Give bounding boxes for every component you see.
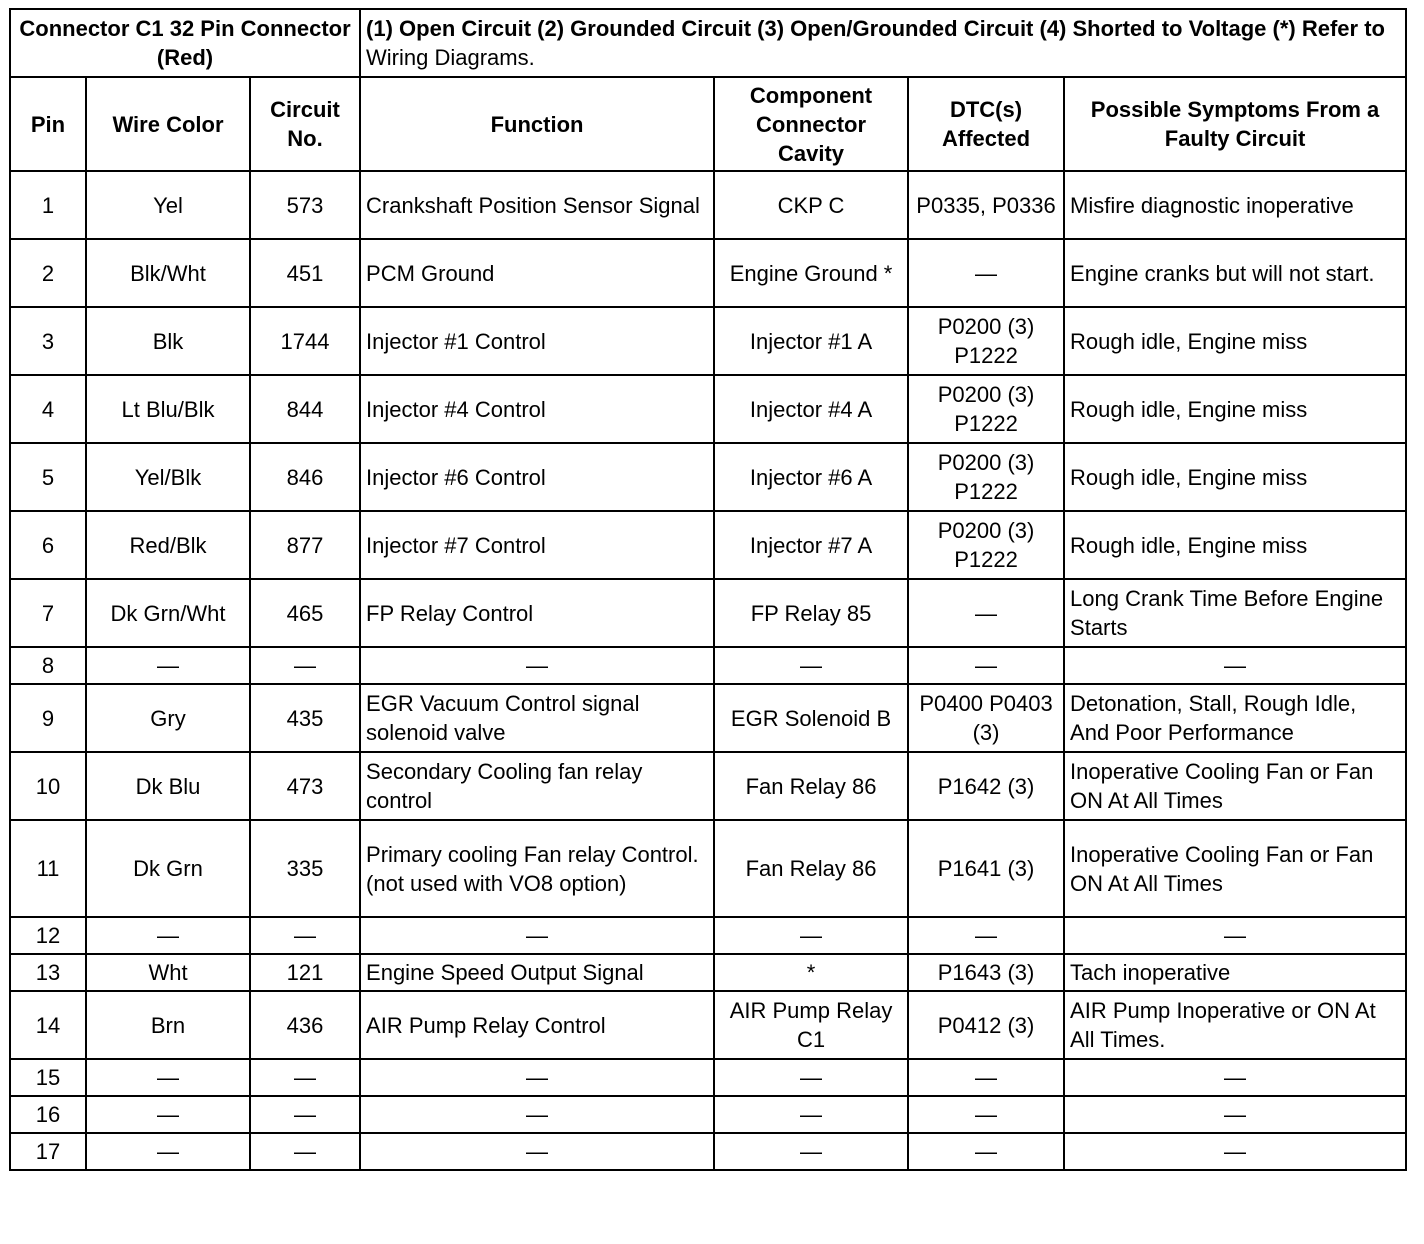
pin-cell: 2 bbox=[10, 239, 86, 307]
symptom-cell: — bbox=[1064, 1096, 1406, 1133]
circuit-cell: 121 bbox=[250, 954, 360, 991]
connector-pinout-table bbox=[9, 8, 1407, 1171]
cavity-cell: Injector #7 A bbox=[714, 511, 908, 579]
cavity-cell: — bbox=[714, 917, 908, 954]
pin-cell: 3 bbox=[10, 307, 86, 375]
wire-color-cell: Gry bbox=[86, 684, 250, 752]
table-row bbox=[10, 647, 1406, 684]
table-row bbox=[10, 375, 1406, 443]
dtc-cell: — bbox=[908, 917, 1064, 954]
table-row bbox=[10, 579, 1406, 647]
pin-cell: 17 bbox=[10, 1133, 86, 1170]
header-component-cavity: Component Connector Cavity bbox=[714, 77, 908, 171]
table-row bbox=[10, 1133, 1406, 1170]
pin-cell: 14 bbox=[10, 991, 86, 1059]
dtc-cell: P1641 (3) bbox=[908, 820, 1064, 917]
function-cell: Injector #1 Control bbox=[360, 307, 714, 375]
function-cell: PCM Ground bbox=[360, 239, 714, 307]
circuit-cell: 435 bbox=[250, 684, 360, 752]
cavity-cell: FP Relay 85 bbox=[714, 579, 908, 647]
table-row bbox=[10, 1059, 1406, 1096]
wire-color-cell: Dk Grn/Wht bbox=[86, 579, 250, 647]
circuit-cell: — bbox=[250, 1059, 360, 1096]
wire-color-cell: Yel bbox=[86, 171, 250, 239]
table-title-row bbox=[10, 9, 1406, 77]
symptom-cell: Rough idle, Engine miss bbox=[1064, 443, 1406, 511]
header-dtc: DTC(s) Affected bbox=[908, 77, 1064, 171]
table-row bbox=[10, 991, 1406, 1059]
symptom-cell: Inoperative Cooling Fan or Fan ON At All Times bbox=[1064, 820, 1406, 917]
header-function: Function bbox=[360, 77, 714, 171]
cavity-cell: EGR Solenoid B bbox=[714, 684, 908, 752]
function-cell: Injector #4 Control bbox=[360, 375, 714, 443]
table-row bbox=[10, 511, 1406, 579]
cavity-cell: Engine Ground * bbox=[714, 239, 908, 307]
function-cell: Injector #7 Control bbox=[360, 511, 714, 579]
cavity-cell: Injector #1 A bbox=[714, 307, 908, 375]
table-row bbox=[10, 752, 1406, 820]
table-row bbox=[10, 917, 1406, 954]
dtc-cell: P0412 (3) bbox=[908, 991, 1064, 1059]
symptom-cell: Long Crank Time Before Engine Starts bbox=[1064, 579, 1406, 647]
circuit-cell: 335 bbox=[250, 820, 360, 917]
cavity-cell: — bbox=[714, 1133, 908, 1170]
cavity-cell: Injector #6 A bbox=[714, 443, 908, 511]
function-cell: Injector #6 Control bbox=[360, 443, 714, 511]
circuit-legend bbox=[360, 9, 1406, 77]
function-cell: — bbox=[360, 1059, 714, 1096]
dtc-cell: — bbox=[908, 579, 1064, 647]
wire-color-cell: — bbox=[86, 1059, 250, 1096]
wire-color-cell: Dk Blu bbox=[86, 752, 250, 820]
circuit-cell: 1744 bbox=[250, 307, 360, 375]
circuit-cell: 465 bbox=[250, 579, 360, 647]
wire-color-cell: — bbox=[86, 1096, 250, 1133]
symptom-cell: Rough idle, Engine miss bbox=[1064, 511, 1406, 579]
function-cell: AIR Pump Relay Control bbox=[360, 991, 714, 1059]
pin-cell: 1 bbox=[10, 171, 86, 239]
dtc-cell: — bbox=[908, 1096, 1064, 1133]
dtc-cell: P0200 (3) P1222 bbox=[908, 375, 1064, 443]
table-row bbox=[10, 1096, 1406, 1133]
header-wire-color: Wire Color bbox=[86, 77, 250, 171]
pin-cell: 16 bbox=[10, 1096, 86, 1133]
header-pin: Pin bbox=[10, 77, 86, 171]
function-cell: Engine Speed Output Signal bbox=[360, 954, 714, 991]
circuit-cell: — bbox=[250, 917, 360, 954]
wire-color-cell: Red/Blk bbox=[86, 511, 250, 579]
function-cell: EGR Vacuum Control signal solenoid valve bbox=[360, 684, 714, 752]
symptom-cell: Inoperative Cooling Fan or Fan ON At All Times bbox=[1064, 752, 1406, 820]
symptom-cell: AIR Pump Inoperative or ON At All Times. bbox=[1064, 991, 1406, 1059]
pin-cell: 9 bbox=[10, 684, 86, 752]
wire-color-cell: Wht bbox=[86, 954, 250, 991]
symptom-cell: Tach inoperative bbox=[1064, 954, 1406, 991]
cavity-cell: CKP C bbox=[714, 171, 908, 239]
wire-color-cell: Blk/Wht bbox=[86, 239, 250, 307]
symptom-cell: Rough idle, Engine miss bbox=[1064, 375, 1406, 443]
dtc-cell: P0200 (3) P1222 bbox=[908, 511, 1064, 579]
circuit-cell: 473 bbox=[250, 752, 360, 820]
symptom-cell: — bbox=[1064, 647, 1406, 684]
pin-cell: 13 bbox=[10, 954, 86, 991]
symptom-cell: Detonation, Stall, Rough Idle, And Poor Performance bbox=[1064, 684, 1406, 752]
symptom-cell: Engine cranks but will not start. bbox=[1064, 239, 1406, 307]
function-cell: — bbox=[360, 647, 714, 684]
function-cell: Secondary Cooling fan relay control bbox=[360, 752, 714, 820]
cavity-cell: Fan Relay 86 bbox=[714, 752, 908, 820]
pin-cell: 7 bbox=[10, 579, 86, 647]
table-row bbox=[10, 820, 1406, 917]
function-cell: Crankshaft Position Sensor Signal bbox=[360, 171, 714, 239]
function-cell: — bbox=[360, 917, 714, 954]
table-row bbox=[10, 171, 1406, 239]
dtc-cell: — bbox=[908, 647, 1064, 684]
wire-color-cell: — bbox=[86, 1133, 250, 1170]
pin-cell: 15 bbox=[10, 1059, 86, 1096]
circuit-cell: 573 bbox=[250, 171, 360, 239]
pin-cell: 4 bbox=[10, 375, 86, 443]
pin-cell: 8 bbox=[10, 647, 86, 684]
dtc-cell: — bbox=[908, 239, 1064, 307]
circuit-cell: 846 bbox=[250, 443, 360, 511]
cavity-cell: — bbox=[714, 647, 908, 684]
pin-cell: 10 bbox=[10, 752, 86, 820]
header-symptoms: Possible Symptoms From a Faulty Circuit bbox=[1064, 77, 1406, 171]
symptom-cell: Rough idle, Engine miss bbox=[1064, 307, 1406, 375]
cavity-cell: * bbox=[714, 954, 908, 991]
dtc-cell: — bbox=[908, 1059, 1064, 1096]
cavity-cell: — bbox=[714, 1059, 908, 1096]
cavity-cell: AIR Pump Relay C1 bbox=[714, 991, 908, 1059]
cavity-cell: Injector #4 A bbox=[714, 375, 908, 443]
dtc-cell: P0400 P0403 (3) bbox=[908, 684, 1064, 752]
function-cell: FP Relay Control bbox=[360, 579, 714, 647]
wire-color-cell: Blk bbox=[86, 307, 250, 375]
circuit-cell: — bbox=[250, 1096, 360, 1133]
dtc-cell: P0200 (3) P1222 bbox=[908, 307, 1064, 375]
cavity-cell: Fan Relay 86 bbox=[714, 820, 908, 917]
symptom-cell: — bbox=[1064, 1133, 1406, 1170]
circuit-cell: 844 bbox=[250, 375, 360, 443]
table-row bbox=[10, 954, 1406, 991]
cavity-cell: — bbox=[714, 1096, 908, 1133]
connector-title: Connector C1 32 Pin Connector (Red) bbox=[10, 9, 360, 77]
wire-color-cell: Yel/Blk bbox=[86, 443, 250, 511]
pin-cell: 11 bbox=[10, 820, 86, 917]
wire-color-cell: Dk Grn bbox=[86, 820, 250, 917]
wire-color-cell: Brn bbox=[86, 991, 250, 1059]
symptom-cell: — bbox=[1064, 917, 1406, 954]
wire-color-cell: Lt Blu/Blk bbox=[86, 375, 250, 443]
function-cell: Primary cooling Fan relay Control. (not used with VO8 option) bbox=[360, 820, 714, 917]
dtc-cell: P1642 (3) bbox=[908, 752, 1064, 820]
table-row bbox=[10, 239, 1406, 307]
dtc-cell: — bbox=[908, 1133, 1064, 1170]
circuit-cell: 877 bbox=[250, 511, 360, 579]
header-circuit-no: Circuit No. bbox=[250, 77, 360, 171]
circuit-cell: 436 bbox=[250, 991, 360, 1059]
circuit-legend-plain: Wiring Diagrams. bbox=[366, 45, 535, 70]
circuit-cell: — bbox=[250, 647, 360, 684]
dtc-cell: P0335, P0336 bbox=[908, 171, 1064, 239]
table-row bbox=[10, 684, 1406, 752]
circuit-cell: — bbox=[250, 1133, 360, 1170]
dtc-cell: P0200 (3) P1222 bbox=[908, 443, 1064, 511]
table-row bbox=[10, 443, 1406, 511]
symptom-cell: — bbox=[1064, 1059, 1406, 1096]
wire-color-cell: — bbox=[86, 917, 250, 954]
dtc-cell: P1643 (3) bbox=[908, 954, 1064, 991]
pin-cell: 5 bbox=[10, 443, 86, 511]
function-cell: — bbox=[360, 1133, 714, 1170]
circuit-legend-bold: (1) Open Circuit (2) Grounded Circuit (3) Open/Grounded Circuit (4) Shorted to Voltage (*) Refer to bbox=[366, 16, 1385, 41]
pin-cell: 12 bbox=[10, 917, 86, 954]
symptom-cell: Misfire diagnostic inoperative bbox=[1064, 171, 1406, 239]
pin-cell: 6 bbox=[10, 511, 86, 579]
column-header-row bbox=[10, 77, 1406, 171]
wire-color-cell: — bbox=[86, 647, 250, 684]
function-cell: — bbox=[360, 1096, 714, 1133]
table-row bbox=[10, 307, 1406, 375]
circuit-cell: 451 bbox=[250, 239, 360, 307]
